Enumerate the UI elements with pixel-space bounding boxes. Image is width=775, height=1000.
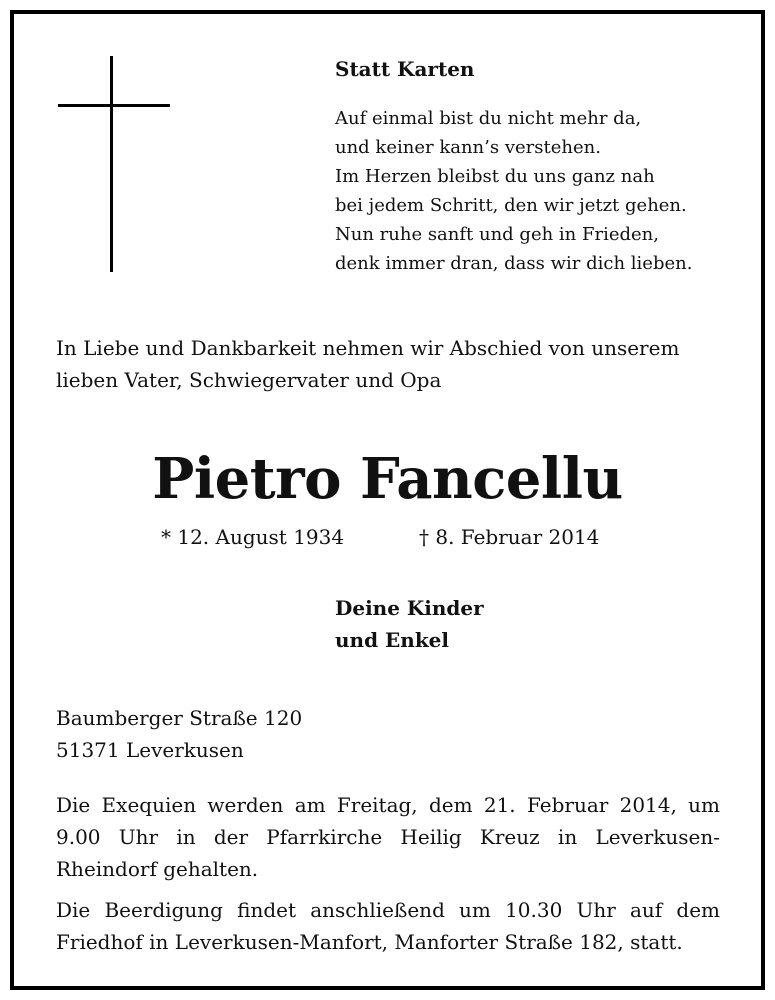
poem-line: bei jedem Schritt, den wir jetzt gehen. bbox=[335, 195, 687, 216]
signed-by bbox=[335, 592, 484, 656]
intro-text bbox=[56, 332, 731, 396]
poem-line: Auf einmal bist du nicht mehr da, bbox=[335, 108, 642, 129]
birth-date: * 12. August 1934 bbox=[161, 525, 345, 549]
cross-icon bbox=[110, 56, 113, 272]
burial-paragraph bbox=[56, 894, 720, 958]
service-paragraph bbox=[56, 789, 720, 885]
address-street: Baumberger Straße 120 bbox=[56, 706, 303, 730]
death-date: † 8. Februar 2014 bbox=[419, 525, 600, 549]
deceased-name: Pietro Fancellu bbox=[152, 446, 623, 512]
poem-line: denk immer dran, dass wir dich lieben. bbox=[335, 253, 693, 274]
cross-icon-bar bbox=[58, 104, 170, 107]
poem-line: und keiner kann’s verstehen. bbox=[335, 137, 601, 158]
signed-line: und Enkel bbox=[335, 628, 449, 652]
intro-line: In Liebe und Dankbarkeit nehmen wir Abschied von unserem bbox=[56, 336, 680, 360]
address bbox=[56, 702, 302, 766]
heading: Statt Karten bbox=[335, 57, 475, 81]
service-line: Die Exequien werden am Freitag, dem 21. Februar 2014, um bbox=[56, 793, 720, 817]
service-line: Rheindorf gehalten. bbox=[56, 857, 259, 881]
poem bbox=[335, 104, 692, 278]
address-city: 51371 Leverkusen bbox=[56, 738, 244, 762]
poem-line: Im Herzen bleibst du uns ganz nah bbox=[335, 166, 655, 187]
service-line: 9.00 Uhr in der Pfarrkirche Heilig Kreuz in Leverkusen- bbox=[56, 825, 720, 849]
obituary-frame bbox=[10, 10, 765, 990]
poem-line: Nun ruhe sanft und geh in Frieden, bbox=[335, 224, 659, 245]
burial-line: Friedhof in Leverkusen-Manfort, Manforter Straße 182, statt. bbox=[56, 930, 683, 954]
intro-line: lieben Vater, Schwiegervater und Opa bbox=[56, 368, 442, 392]
signed-line: Deine Kinder bbox=[335, 596, 484, 620]
burial-line: Die Beerdigung findet anschließend um 10.30 Uhr auf dem bbox=[56, 898, 720, 922]
